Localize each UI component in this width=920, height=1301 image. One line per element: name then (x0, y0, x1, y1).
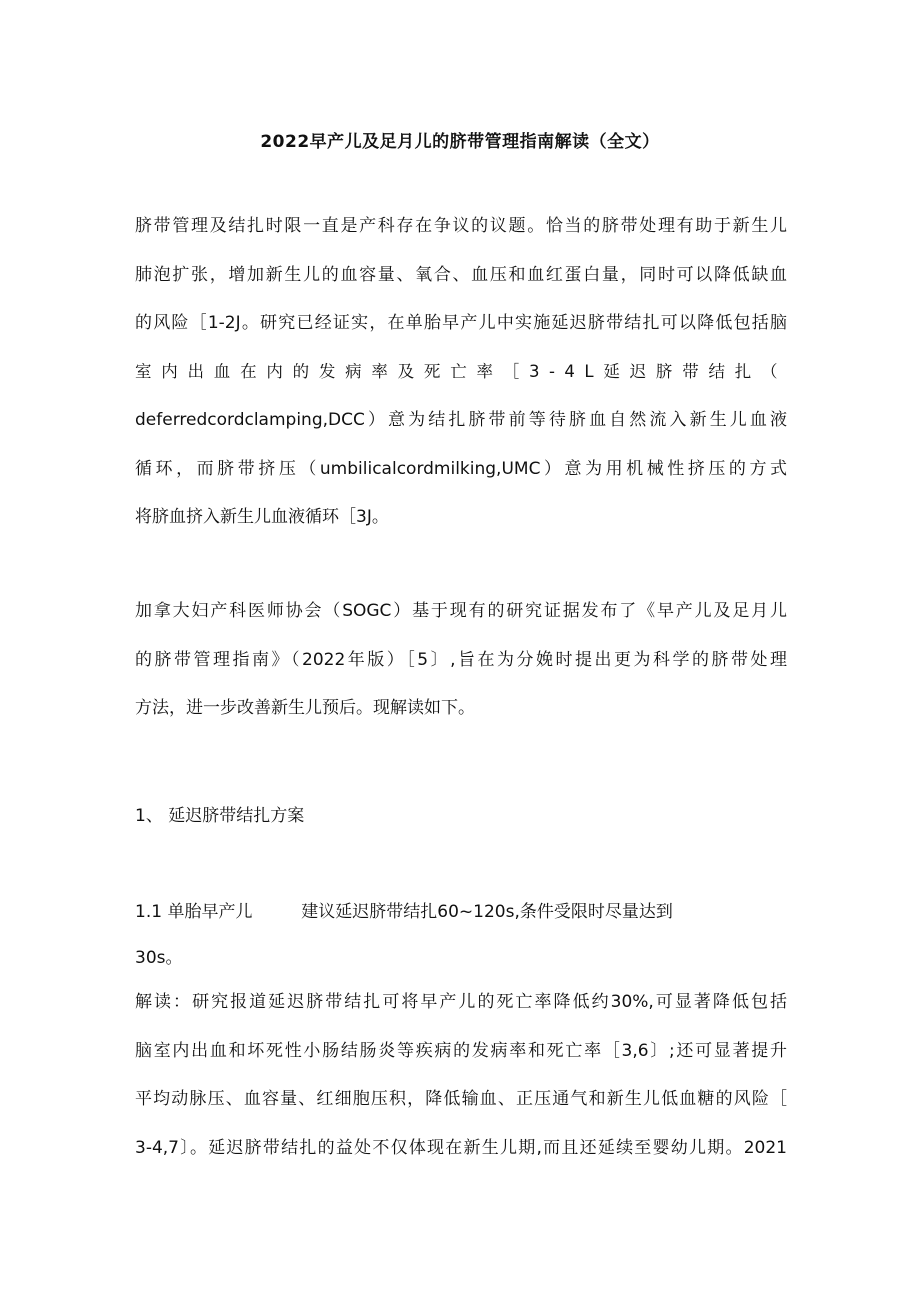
sogc-line: 的脐带管理指南》（2022年版）［5〕,旨在为分娩时提出更为科学的脐带处理 (135, 649, 787, 670)
section-1-1-continuation: 30s。 (135, 948, 183, 968)
intro-line: 室内出血在内的发病率及死亡率［3-4L延迟脐带结扎（ (135, 361, 787, 381)
interpretation-paragraph (135, 978, 787, 1172)
interpretation-line: 解读：研究报道延迟脐带结扎可将早产儿的死亡率降低约30%,可显著降低包括 (135, 992, 787, 1012)
sogc-paragraph (135, 587, 787, 733)
section-1-1-number: 1.1 (135, 902, 163, 922)
document-title: 2022早产儿及足月儿的脐带管理指南解读（全文） (260, 132, 660, 152)
interpretation-line: 3-4,7〕。延迟脐带结扎的益处不仅体现在新生儿期,而且还延续至婴幼儿期。2021 (135, 1137, 787, 1158)
section-1-1-line (135, 897, 673, 922)
intro-line: 将脐血挤入新生儿血液循环［3J。 (135, 507, 389, 527)
intro-line: 肺泡扩张，增加新生儿的血容量、氧合、血压和血红蛋白量，同时可以降低缺血 (135, 264, 787, 285)
interpretation-line: 平均动脉压、血容量、红细胞压积，降低输血、正压通气和新生儿低血糖的风险［ (135, 1089, 787, 1109)
intro-paragraph (135, 202, 787, 542)
section-1-1-label: 单胎早产儿 (167, 902, 253, 922)
intro-line: 循环，而脐带挤压（umbilicalcordmilking,UMC）意为用机械性挤压的方式 (135, 458, 787, 479)
section-1-1-recommendation: 建议延迟脐带结扎60~120s,条件受限时尽量达到 (301, 902, 673, 922)
intro-line: deferredcordclamping,DCC）意为结扎脐带前等待脐血自然流入新生儿血液 (135, 410, 787, 430)
intro-line: 的风险［1-2J。研究已经证实，在单胎早产儿中实施延迟脐带结扎可以降低包括脑 (135, 313, 787, 333)
interpretation-line: 脑室内出血和坏死性小肠结肠炎等疾病的发病率和死亡率［3,6〕;还可显著提升 (135, 1040, 787, 1061)
sogc-line: 方法，进一步改善新生儿预后。现解读如下。 (135, 698, 475, 718)
section-1-heading: 1、 延迟脐带结扎方案 (135, 806, 305, 826)
sogc-line: 加拿大妇产科医师协会（SOGC）基于现有的研究证据发布了《早产儿及足月儿 (135, 601, 787, 621)
intro-line: 脐带管理及结扎时限一直是产科存在争议的议题。恰当的脐带处理有助于新生儿 (135, 216, 787, 236)
